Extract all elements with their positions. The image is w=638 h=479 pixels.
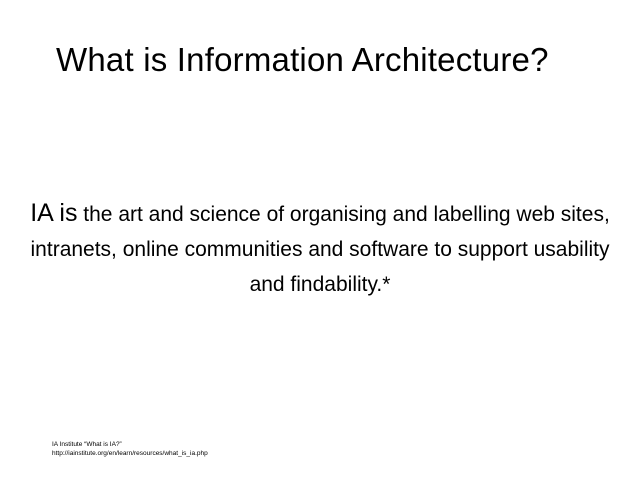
footnote-source: IA Institute “What is IA?” xyxy=(52,441,122,448)
footnote-url[interactable]: http://iainstitute.org/en/learn/resources/what_is_ia.php xyxy=(52,450,208,457)
definition-text xyxy=(30,196,610,302)
definition-body: the art and science of organising and labelling web sites, intranets, online communities and software to support usability and findability.* xyxy=(30,203,610,296)
footnote xyxy=(52,440,208,458)
definition-lead: IA is xyxy=(30,199,78,227)
slide-title: What is Information Architecture? xyxy=(56,41,549,78)
